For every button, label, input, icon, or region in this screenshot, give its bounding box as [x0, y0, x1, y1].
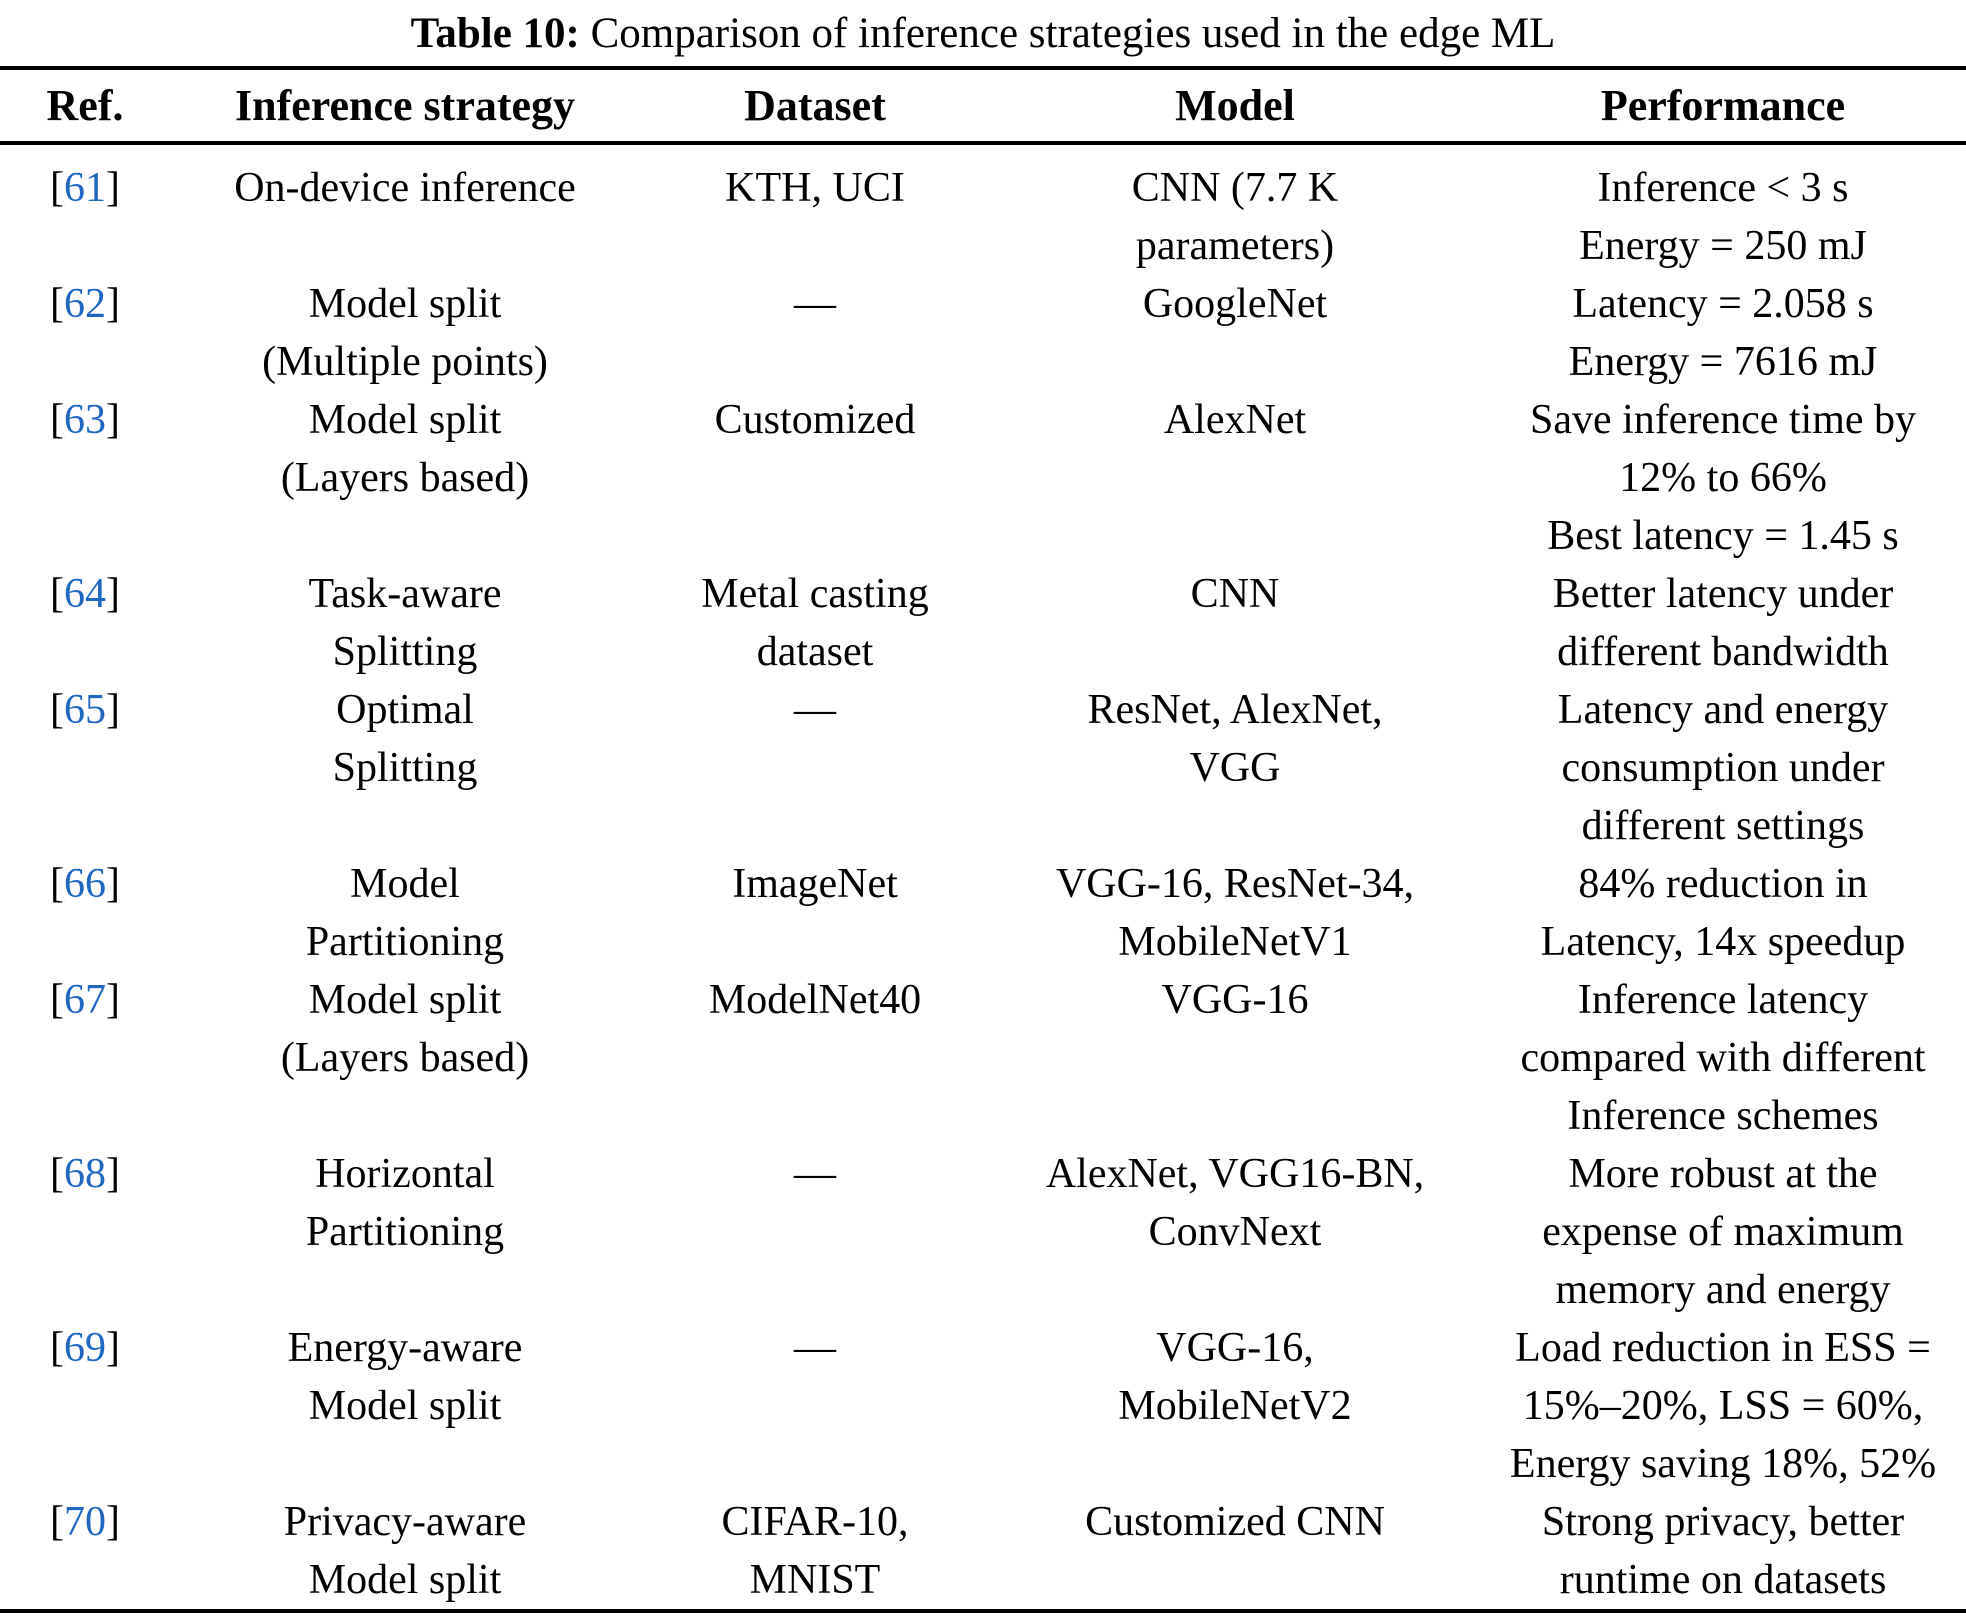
cell-line: Customized CNN [1085, 1499, 1385, 1545]
strategy-cell [170, 159, 640, 217]
cell-line [0, 565, 170, 623]
ref-cell [0, 159, 170, 217]
cell-line: — [794, 1325, 836, 1371]
strategy-cell [170, 1319, 640, 1435]
cell-line [0, 1493, 170, 1551]
performance-cell [1480, 275, 1966, 391]
cell-line: Model split [308, 977, 502, 1023]
dataset-cell [640, 1145, 990, 1203]
cell-line: Splitting [332, 745, 478, 791]
cell-line: different bandwidth [1557, 629, 1889, 675]
cell-line [0, 275, 170, 333]
strategy-cell [170, 971, 640, 1087]
strategy-cell [170, 391, 640, 507]
performance-cell [1480, 1493, 1966, 1609]
citation-open-bracket: [ [50, 397, 64, 443]
column-header: Performance [1600, 81, 1846, 130]
cell-line: VGG-16 [1161, 977, 1309, 1023]
strategy-cell [170, 855, 640, 971]
ref-cell [0, 275, 170, 333]
table-caption-label: Table 10: [410, 9, 580, 57]
ref-cell [0, 1493, 170, 1551]
cell-line: Load reduction in ESS = [1515, 1325, 1931, 1371]
table-row [0, 681, 1966, 855]
citation-link[interactable]: 69 [64, 1325, 106, 1371]
cell-line: Splitting [332, 629, 478, 675]
cell-line: Model split [308, 281, 502, 327]
dataset-cell [640, 565, 990, 681]
dataset-cell [640, 681, 990, 739]
cell-line: Inference schemes [1567, 1093, 1879, 1139]
model-cell [990, 855, 1480, 971]
cell-line: Latency = 2.058 s [1572, 281, 1874, 327]
cell-line: AlexNet, VGG16-BN, [1045, 1151, 1425, 1197]
dataset-cell [640, 159, 990, 217]
cell-line [0, 1145, 170, 1203]
cell-line: Partitioning [305, 1209, 505, 1255]
cell-line: Privacy-aware [283, 1499, 527, 1545]
cell-line: CIFAR-10, [721, 1499, 909, 1545]
dataset-cell [640, 1493, 990, 1609]
model-cell [990, 391, 1480, 449]
cell-line: Energy = 7616 mJ [1568, 339, 1878, 385]
citation-link[interactable]: 64 [64, 571, 106, 617]
dataset-cell [640, 971, 990, 1029]
dataset-cell [640, 1319, 990, 1377]
citation-close-bracket: ] [106, 165, 120, 211]
ref-cell [0, 971, 170, 1029]
citation-close-bracket: ] [106, 861, 120, 907]
column-header: Model [1175, 81, 1295, 130]
model-cell [990, 159, 1480, 275]
cell-line: Partitioning [305, 919, 505, 965]
cell-line: 12% to 66% [1619, 455, 1827, 501]
citation-close-bracket: ] [106, 1325, 120, 1371]
cell-line: expense of maximum [1542, 1209, 1904, 1255]
citation-open-bracket: [ [50, 861, 64, 907]
ref-cell [0, 565, 170, 623]
cell-line: KTH, UCI [725, 165, 905, 211]
table-body [0, 145, 1966, 1609]
cell-line: (Layers based) [280, 455, 530, 501]
cell-line: Horizontal [315, 1151, 495, 1197]
table-row [0, 971, 1966, 1145]
cell-line [0, 971, 170, 1029]
cell-line: (Multiple points) [262, 339, 548, 385]
cell-line: Model [350, 861, 460, 907]
cell-line: MobileNetV1 [1118, 919, 1352, 965]
cell-line: More robust at the [1568, 1151, 1878, 1197]
model-cell [990, 971, 1480, 1029]
citation-close-bracket: ] [106, 687, 120, 733]
dataset-cell [640, 275, 990, 333]
cell-line: consumption under [1561, 745, 1885, 791]
table-row [0, 1493, 1966, 1609]
table-row [0, 391, 1966, 565]
performance-cell [1480, 971, 1966, 1145]
caption-separator [580, 9, 591, 58]
strategy-cell [170, 275, 640, 391]
table-caption [0, 0, 1966, 66]
ref-cell [0, 681, 170, 739]
cell-line [0, 1319, 170, 1377]
cell-line [0, 681, 170, 739]
strategy-cell [170, 565, 640, 681]
cell-line: Energy = 250 mJ [1579, 223, 1867, 269]
citation-link[interactable]: 68 [64, 1151, 106, 1197]
cell-line: Model split [308, 397, 502, 443]
cell-line: — [794, 281, 836, 327]
table-row [0, 275, 1966, 391]
cell-line: Inference latency [1577, 977, 1869, 1023]
cell-line [0, 159, 170, 217]
ref-cell [0, 855, 170, 913]
performance-cell [1480, 159, 1966, 275]
citation-open-bracket: [ [50, 1325, 64, 1371]
ref-cell [0, 391, 170, 449]
citation-close-bracket: ] [106, 1499, 120, 1545]
cell-line: Model split [308, 1383, 502, 1429]
cell-line: Save inference time by [1530, 397, 1916, 443]
performance-cell [1480, 855, 1966, 971]
cell-line: CNN (7.7 K [1131, 165, 1339, 211]
cell-line: 84% reduction in [1578, 861, 1868, 907]
citation-open-bracket: [ [50, 1499, 64, 1545]
citation-link[interactable]: 61 [64, 165, 106, 211]
model-cell [990, 565, 1480, 623]
cell-line: CNN [1190, 571, 1280, 617]
cell-line: 15%–20%, LSS = 60%, [1522, 1383, 1924, 1429]
performance-cell [1480, 1319, 1966, 1493]
strategy-cell [170, 1145, 640, 1261]
table-row [0, 855, 1966, 971]
citation-open-bracket: [ [50, 571, 64, 617]
cell-line: runtime on datasets [1559, 1557, 1887, 1603]
cell-line: Customized [714, 397, 916, 443]
dataset-cell [640, 855, 990, 913]
cell-line: VGG [1189, 745, 1281, 791]
table-caption-text: Comparison of inference strategies used in the edge ML [590, 9, 1556, 57]
column-header: Inference strategy [234, 81, 576, 130]
bottom-rule [0, 1609, 1966, 1613]
cell-line [0, 391, 170, 449]
strategy-cell [170, 1493, 640, 1609]
citation-close-bracket: ] [106, 397, 120, 443]
citation-link[interactable]: 63 [64, 397, 106, 443]
cell-line: Task-aware [308, 571, 502, 617]
table-row [0, 159, 1966, 275]
cell-line: Latency, 14x speedup [1540, 919, 1906, 965]
strategy-cell [170, 681, 640, 797]
cell-line: ModelNet40 [708, 977, 922, 1023]
cell-line: Latency and energy [1557, 687, 1889, 733]
cell-line [0, 855, 170, 913]
cell-line: ResNet, AlexNet, [1087, 687, 1383, 733]
cell-line: parameters) [1135, 223, 1335, 269]
citation-link[interactable]: 67 [64, 977, 106, 1023]
cell-line: MNIST [749, 1557, 881, 1603]
model-cell [990, 1319, 1480, 1435]
model-cell [990, 681, 1480, 797]
citation-link[interactable]: 66 [64, 861, 106, 907]
cell-line: Energy saving 18%, 52% [1509, 1441, 1937, 1487]
citation-link[interactable]: 62 [64, 281, 106, 327]
citation-open-bracket: [ [50, 281, 64, 327]
cell-line: On-device inference [234, 165, 576, 211]
cell-line: Energy-aware [287, 1325, 523, 1371]
cell-line: Inference < 3 s [1597, 165, 1849, 211]
cell-line: Strong privacy, better [1541, 1499, 1905, 1545]
ref-cell [0, 1145, 170, 1203]
model-cell [990, 1145, 1480, 1261]
citation-open-bracket: [ [50, 977, 64, 1023]
cell-line: compared with different [1520, 1035, 1926, 1081]
column-header: Ref. [46, 81, 124, 130]
citation-close-bracket: ] [106, 281, 120, 327]
cell-line: VGG-16, [1156, 1325, 1314, 1371]
citation-link[interactable]: 70 [64, 1499, 106, 1545]
citation-link[interactable]: 65 [64, 687, 106, 733]
cell-line: Better latency under [1552, 571, 1894, 617]
citation-close-bracket: ] [106, 571, 120, 617]
citation-close-bracket: ] [106, 1151, 120, 1197]
cell-line: — [794, 687, 836, 733]
cell-line: Best latency = 1.45 s [1547, 513, 1899, 559]
ref-cell [0, 1319, 170, 1377]
cell-line: ConvNext [1148, 1209, 1322, 1255]
table-header-row [0, 70, 1966, 141]
cell-line: GoogleNet [1142, 281, 1328, 327]
performance-cell [1480, 681, 1966, 855]
cell-line: AlexNet [1163, 397, 1307, 443]
table-row [0, 1319, 1966, 1493]
cell-line: dataset [756, 629, 874, 675]
performance-cell [1480, 391, 1966, 565]
cell-line: VGG-16, ResNet-34, [1055, 861, 1415, 907]
cell-line: Optimal [336, 687, 474, 733]
cell-line: ImageNet [732, 861, 898, 907]
table-row [0, 565, 1966, 681]
cell-line: (Layers based) [280, 1035, 530, 1081]
citation-close-bracket: ] [106, 977, 120, 1023]
citation-open-bracket: [ [50, 1151, 64, 1197]
table-row [0, 1145, 1966, 1319]
model-cell [990, 275, 1480, 333]
column-header: Dataset [744, 81, 886, 130]
cell-line: different settings [1581, 803, 1865, 849]
cell-line: — [794, 1151, 836, 1197]
performance-cell [1480, 1145, 1966, 1319]
citation-open-bracket: [ [50, 165, 64, 211]
cell-line: Metal casting [701, 571, 929, 617]
cell-line: Model split [308, 1557, 502, 1603]
cell-line: memory and energy [1555, 1267, 1891, 1313]
citation-open-bracket: [ [50, 687, 64, 733]
model-cell [990, 1493, 1480, 1551]
dataset-cell [640, 391, 990, 449]
performance-cell [1480, 565, 1966, 681]
cell-line: MobileNetV2 [1118, 1383, 1352, 1429]
